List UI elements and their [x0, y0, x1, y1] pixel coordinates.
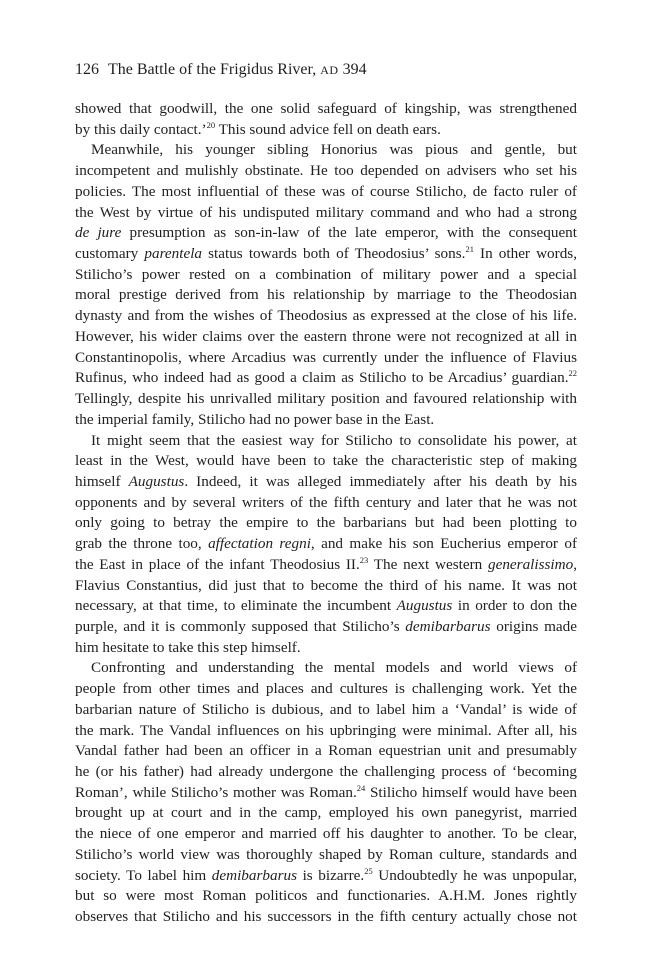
- text-run: customary: [75, 245, 145, 263]
- text-run: by this daily contact.’: [75, 120, 207, 138]
- text-run: It might seem that the easiest way for Stilicho to consolidate his power, at: [91, 431, 577, 449]
- text-run: Tellingly, despite his unrivalled military position and favoured relationship with: [75, 390, 577, 408]
- text-run: opponents and by several writers of the fifth century and later that he was not: [75, 493, 577, 511]
- text-run: However, his wider claims over the eastern throne were not recognized at all in: [75, 327, 577, 345]
- text-line: [75, 700, 577, 721]
- text-line: [75, 265, 577, 286]
- text-run: presumption as son-in-law of the late emperor, with the consequent: [121, 224, 577, 242]
- era-label: AD: [320, 63, 339, 77]
- text-line: [75, 182, 577, 203]
- text-line: [75, 803, 577, 824]
- italic-text: Augustus: [128, 472, 185, 490]
- italic-text: Augustus: [396, 597, 453, 615]
- text-line: [75, 120, 577, 141]
- text-run: him hesitate to take this step himself.: [75, 638, 301, 656]
- text-line: [75, 907, 577, 928]
- text-run: the imperial family, Stilicho had no power base in the East.: [75, 410, 435, 428]
- text-line: [75, 410, 577, 431]
- text-line: [75, 721, 577, 742]
- text-run: he (or his father) had already undergone the challenging process of ‘becoming: [75, 763, 577, 780]
- text-line: [75, 493, 577, 514]
- text-line: [75, 472, 577, 493]
- text-run: . Indeed, it was alleged immediately after his death by his: [184, 472, 577, 490]
- text-line: [75, 866, 577, 887]
- italic-text: affectation regni: [208, 535, 311, 553]
- text-run: dynasty and from the wishes of Theodosius as expressed at the close of his life.: [75, 307, 577, 325]
- text-line: [75, 451, 577, 472]
- text-run: necessary, at that time, to eliminate the incumbent: [75, 597, 397, 615]
- footnote-ref: 21: [465, 244, 474, 255]
- text-line: [75, 368, 577, 389]
- page-number: 126: [75, 61, 99, 78]
- text-run: the East in place of the infant Theodosius II.: [75, 555, 360, 573]
- italic-text: generalissimo: [487, 555, 574, 573]
- chapter-year: 394: [342, 61, 367, 78]
- text-line: [75, 327, 577, 348]
- footnote-ref: 25: [364, 865, 373, 876]
- footnote-ref: 23: [359, 554, 369, 565]
- italic-text: demibarbarus: [211, 866, 297, 884]
- text-run: the mark. The Vandal influences on his upbringing were minimal. After all, his: [75, 721, 577, 739]
- text-run: people from other times and places and cultures is challenging work. Yet the: [75, 680, 577, 698]
- footnote-ref: 22: [568, 368, 577, 379]
- text-line: [75, 99, 577, 120]
- footnote-ref: 20: [206, 119, 216, 130]
- text-line: [75, 638, 577, 659]
- text-line: [75, 596, 577, 617]
- italic-text: demibarbarus: [405, 617, 491, 635]
- text-run: the niece of one emperor and married off his daughter to another. To be clear,: [75, 825, 577, 843]
- text-line: [75, 845, 577, 866]
- text-line: [75, 244, 577, 265]
- text-run: Flavius Constantius, did just that to become the third of his name. It was not: [75, 576, 577, 594]
- text-run: Roman’, while Stilicho’s mother was Roman.: [75, 783, 357, 801]
- text-run: but so were most Roman politicos and functionaries. A.H.M. Jones rightly: [75, 887, 577, 905]
- text-line: [75, 617, 577, 638]
- text-run: only going to betray the empire to the barbarians but had been plotting to: [75, 514, 577, 532]
- text-run: grab the throne too,: [75, 535, 209, 553]
- text-run: policies. The most influential of these was of course Stilicho, de facto ruler of: [75, 182, 577, 200]
- text-run: Vandal father had been an officer in a Roman equestrian unit and presumably: [75, 742, 577, 760]
- text-line: [75, 658, 577, 679]
- text-run: barbarian nature of Stilicho is dubious, and to label him a ‘Vandal’ is wide of: [75, 700, 577, 718]
- body-text: [75, 99, 577, 928]
- text-line: [75, 348, 577, 369]
- text-run: brought up at court and in the camp, employed his own panegyrist, married: [75, 804, 577, 822]
- text-run: society. To label him: [75, 866, 212, 884]
- text-line: [75, 161, 577, 182]
- text-run: purple, and it is commonly supposed that Stilicho’s: [75, 617, 406, 635]
- text-run: is bizarre.: [297, 866, 365, 884]
- italic-text: parentela: [144, 245, 203, 263]
- text-line: [75, 203, 577, 224]
- text-run: Stilicho’s power rested on a combination of military power and a special: [75, 265, 577, 283]
- text-run: Confronting and understanding the mental models and world views of: [91, 659, 577, 677]
- text-line: [75, 223, 577, 244]
- text-line: [75, 534, 577, 555]
- footnote-ref: 24: [356, 782, 366, 793]
- book-page: [75, 0, 577, 975]
- text-run: Stilicho himself would have been: [365, 783, 577, 801]
- text-run: ,: [573, 555, 577, 573]
- text-run: Meanwhile, his younger sibling Honorius was pious and gentle, but: [91, 141, 577, 159]
- text-run: This sound advice fell on death ears.: [215, 120, 441, 138]
- text-line: [75, 389, 577, 410]
- text-line: [75, 555, 577, 576]
- text-run: Rufinus, who indeed had as good a claim as Stilicho to be Arcadius’ guardian.: [75, 369, 569, 387]
- text-line: [75, 513, 577, 534]
- text-run: moral prestige derived from his relationship by marriage to the Theodosian: [75, 286, 577, 304]
- text-run: incompetent and mulishly obstinate. He too depended on advisers who set his: [75, 162, 577, 180]
- text-run: in order to don the: [452, 597, 577, 615]
- text-run: , and make his son Eucherius emperor of: [310, 535, 577, 553]
- text-line: [75, 886, 577, 907]
- text-run: least in the West, would have been to take the characteristic step of making: [75, 452, 577, 470]
- text-line: [75, 140, 577, 161]
- text-run: origins made: [490, 617, 577, 635]
- text-line: [75, 824, 577, 845]
- italic-text: de jure: [75, 224, 122, 242]
- text-line: [75, 783, 577, 804]
- text-line: [75, 741, 577, 762]
- text-run: In other words,: [473, 245, 577, 263]
- text-line: [75, 285, 577, 306]
- text-run: Undoubtedly he was unpopular,: [372, 866, 577, 884]
- text-run: the West by virtue of his undisputed military command and who had a strong: [75, 203, 577, 221]
- text-line: [75, 306, 577, 327]
- text-run: himself: [75, 472, 129, 490]
- text-run: showed that goodwill, the one solid safeguard of kingship, was strengthened: [75, 100, 577, 117]
- text-line: [75, 576, 577, 597]
- chapter-title: The Battle of the Frigidus River,: [108, 61, 317, 78]
- text-run: Constantinopolis, where Arcadius was currently under the influence of Flavius: [75, 348, 577, 366]
- text-run: status towards both of Theodosius’ sons.: [202, 245, 466, 263]
- text-run: observes that Stilicho and his successors in the fifth century actually chose not: [75, 908, 577, 926]
- text-line: [75, 762, 577, 783]
- text-run: Stilicho’s world view was thoroughly shaped by Roman culture, standards and: [75, 845, 577, 863]
- text-line: [75, 431, 577, 452]
- text-run: The next western: [368, 555, 488, 573]
- running-head: [75, 60, 577, 80]
- text-line: [75, 679, 577, 700]
